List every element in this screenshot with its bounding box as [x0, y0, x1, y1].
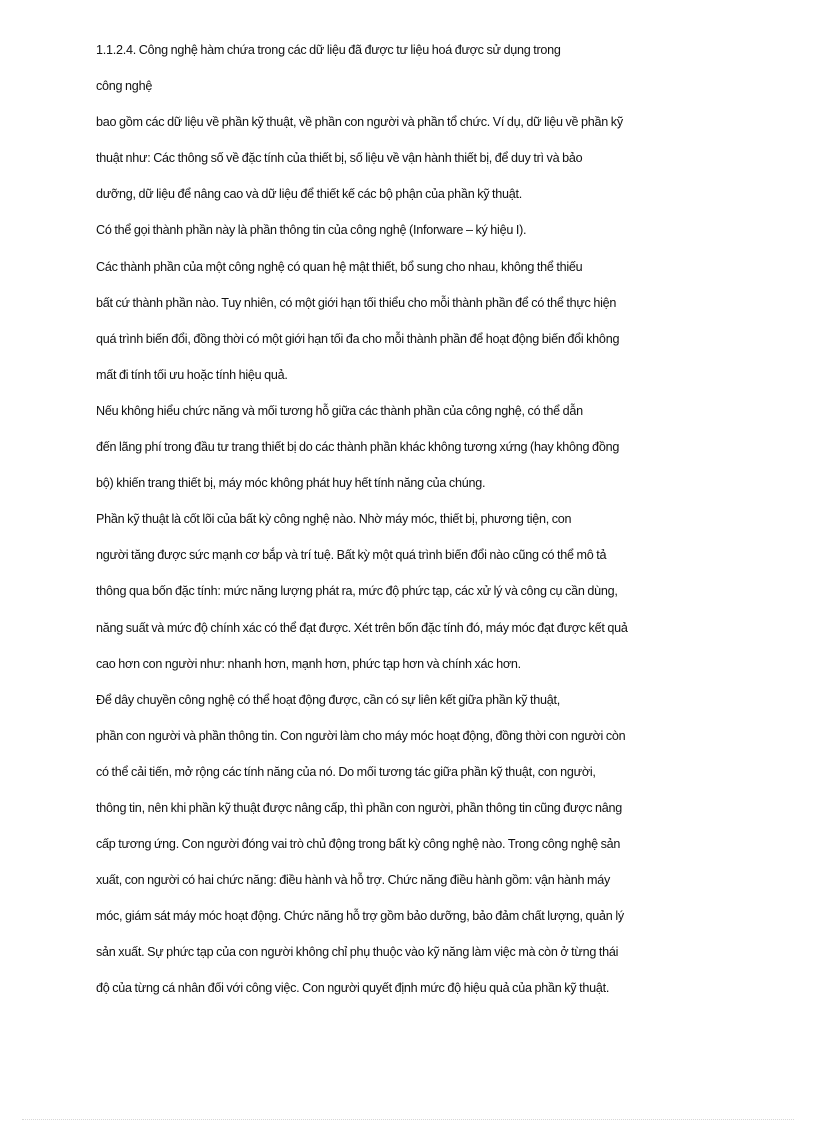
text-line-16: thông qua bốn đặc tính: mức năng lượng phát ra, mức độ phức tạp, các xử lý và công cụ cần dùng,: [96, 584, 618, 599]
page-bottom-edge: [22, 1119, 794, 1120]
text-line-27: độ của từng cá nhân đối với công việc. Con người quyết định mức độ hiệu quả của phần kỹ thuật.: [96, 981, 610, 996]
text-line-20: phần con người và phần thông tin. Con người làm cho máy móc hoạt động, đồng thời con người còn: [96, 728, 626, 743]
text-line-24: xuất, con người có hai chức năng: điều hành và hỗ trợ. Chức năng điều hành gồm: vận hành máy: [96, 873, 611, 888]
text-line-15: người tăng được sức mạnh cơ bắp và trí tuệ. Bất kỳ một quá trình biến đổi nào cũng có thể mô tả: [96, 548, 607, 563]
text-line-5: dưỡng, dữ liệu để nâng cao và dữ liệu để thiết kế các bộ phận của phần kỹ thuật.: [96, 187, 523, 202]
text-line-21: có thể cải tiến, mở rộng các tính năng của nó. Do mối tương tác giữa phần kỹ thuật, con người,: [96, 764, 596, 779]
text-line-10: mất đi tính tối ưu hoặc tính hiệu quả.: [96, 367, 288, 382]
text-line-4: thuật như: Các thông số về đặc tính của thiết bị, số liệu về vận hành thiết bị, để duy trì và bảo: [96, 151, 583, 166]
text-line-3: bao gồm các dữ liệu về phần kỹ thuật, về phần con người và phần tổ chức. Ví dụ, dữ liệu về phần kỹ: [96, 115, 623, 130]
text-line-22: thông tin, nên khi phần kỹ thuật được nâng cấp, thì phần con người, phần thông tin cũng được nâng: [96, 800, 623, 815]
text-line-11: Nếu không hiểu chức năng và mối tương hỗ giữa các thành phần của công nghệ, có thể dẫn: [96, 403, 583, 418]
text-line-26: sản xuất. Sự phức tạp của con người không chỉ phụ thuộc vào kỹ năng làm việc mà còn ở từng thái: [96, 945, 619, 960]
text-line-14: Phần kỹ thuật là cốt lõi của bất kỳ công nghệ nào. Nhờ máy móc, thiết bị, phương tiện, con: [96, 512, 572, 527]
text-line-18: cao hơn con người như: nhanh hơn, mạnh hơn, phức tạp hơn và chính xác hơn.: [96, 656, 521, 671]
text-line-17: năng suất và mức độ chính xác có thể đạt được. Xét trên bốn đặc tính đó, máy móc đạt được kết quả: [96, 620, 628, 635]
document-body: [96, 36, 726, 1011]
text-line-23: cấp tương ứng. Con người đóng vai trò chủ động trong bất kỳ công nghệ nào. Trong công nghệ sản: [96, 837, 621, 852]
text-line-6: Có thể gọi thành phần này là phần thông tin của công nghệ (Inforware – ký hiệu I).: [96, 223, 527, 238]
text-line-2: công nghệ: [96, 79, 153, 94]
text-line-25: móc, giám sát máy móc hoạt động. Chức năng hỗ trợ gồm bảo dưỡng, bảo đảm chất lượng, quản lý: [96, 909, 624, 924]
text-line-19: Để dây chuyền công nghệ có thể hoạt động được, cần có sự liên kết giữa phần kỹ thuật,: [96, 692, 560, 707]
text-line-8: bất cứ thành phần nào. Tuy nhiên, có một giới hạn tối thiểu cho mỗi thành phần để có thể thực hiện: [96, 295, 617, 310]
text-line-12: đến lãng phí trong đầu tư trang thiết bị do các thành phần khác không tương xứng (hay không đồng: [96, 440, 620, 455]
text-line-9: quá trình biến đổi, đồng thời có một giới hạn tối đa cho mỗi thành phần để hoạt động biến đổi không: [96, 331, 620, 346]
text-line-7: Các thành phần của một công nghệ có quan hệ mật thiết, bổ sung cho nhau, không thể thiếu: [96, 259, 583, 274]
text-line-13: bộ) khiến trang thiết bị, máy móc không phát huy hết tính năng của chúng.: [96, 476, 486, 491]
text-line-1: 1.1.2.4. Công nghệ hàm chứa trong các dữ liệu đã được tư liệu hoá được sử dụng trong: [96, 43, 561, 57]
